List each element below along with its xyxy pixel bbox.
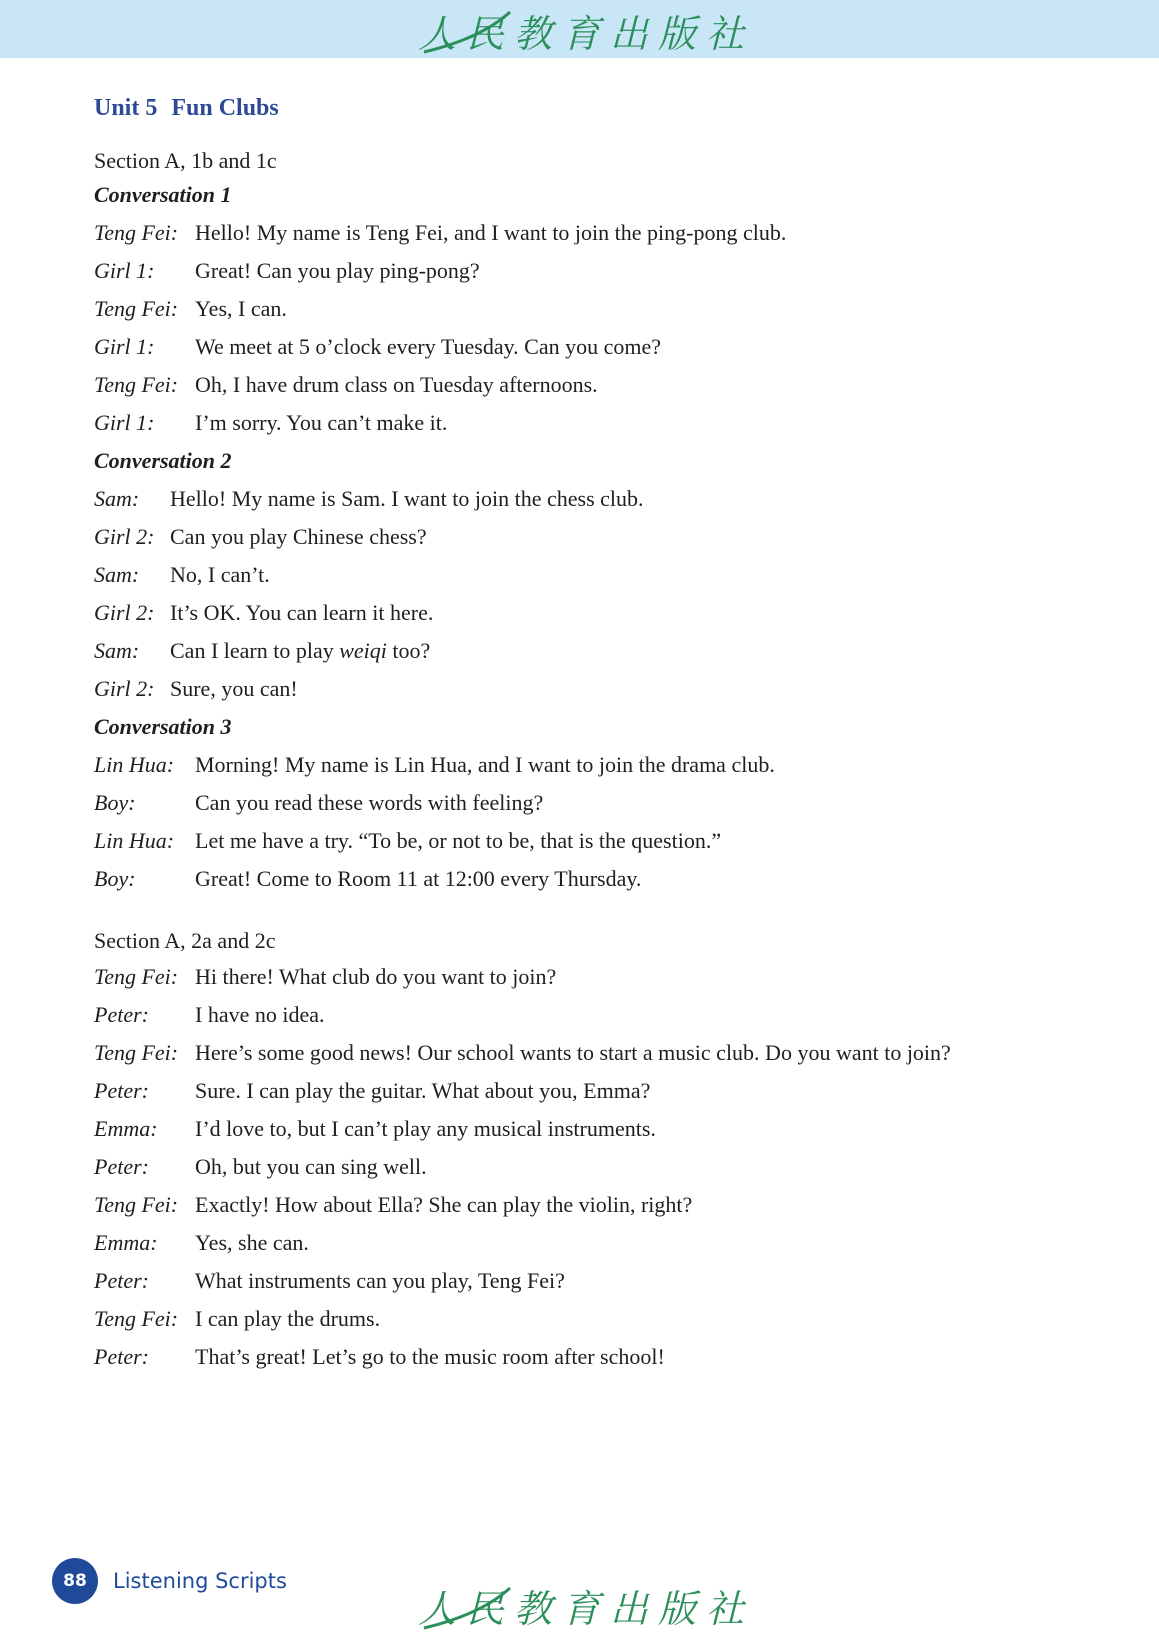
speaker-name: Teng Fei:: [94, 220, 179, 245]
line-text: Yes, I can.: [195, 296, 287, 321]
speaker-name: Girl 1:: [94, 258, 155, 283]
line-text: [170, 632, 1054, 670]
speaker-name: Boy:: [94, 866, 136, 891]
speaker-name: Emma:: [94, 1230, 158, 1255]
speaker-name: Peter:: [94, 1078, 149, 1103]
line-text: I’d love to, but I can’t play any musical instruments.: [195, 1116, 656, 1141]
dialogue-line: [94, 594, 1054, 632]
unit-name: Fun Clubs: [171, 95, 279, 121]
line-text: Can you read these words with feeling?: [195, 790, 544, 815]
speaker-name: Girl 1:: [94, 334, 155, 359]
speaker-name: Peter:: [94, 1002, 149, 1027]
dialogue-line: [94, 1186, 1054, 1224]
line-text: Hi there! What club do you want to join?: [195, 964, 557, 989]
unit-number: Unit 5: [94, 95, 158, 121]
line-text: Exactly! How about Ella? She can play the violin, right?: [195, 1192, 693, 1217]
dialogue-line: [94, 996, 1054, 1034]
line-text: I can play the drums.: [195, 1306, 381, 1331]
dialogue-line: [94, 1110, 1054, 1148]
line-text: Morning! My name is Lin Hua, and I want to join the drama club.: [195, 752, 775, 777]
line-text-part: too?: [386, 638, 431, 663]
section-title: Section A, 1b and 1c: [94, 148, 277, 173]
line-text: Here’s some good news! Our school wants to start a music club. Do you want to join?: [195, 1040, 951, 1065]
dialogue-line: [94, 556, 1054, 594]
publisher-logo-bottom: [418, 1576, 754, 1634]
conversation-3: [94, 708, 1054, 898]
publisher-logo-text: 人民教育出版社: [418, 11, 755, 56]
dialogue-line: [94, 1148, 1054, 1186]
conversation-1: [94, 176, 1054, 442]
line-text: Hello! My name is Teng Fei, and I want to join the ping-pong club.: [195, 220, 787, 245]
dialogue-line: [94, 822, 1054, 860]
dialogue-line: [94, 252, 1054, 290]
dialogue-line: [94, 328, 1054, 366]
dialogue-line: [94, 632, 1054, 670]
line-text: It’s OK. You can learn it here.: [170, 600, 434, 625]
line-text: What instruments can you play, Teng Fei?: [195, 1268, 565, 1293]
dialogue-line: [94, 1338, 1054, 1376]
line-text: Great! Come to Room 11 at 12:00 every Thursday.: [195, 866, 642, 891]
dialogue-line: [94, 366, 1054, 404]
dialogue-line: [94, 1262, 1054, 1300]
unit-title: [94, 88, 279, 128]
line-text: Let me have a try. “To be, or not to be, that is the question.”: [195, 828, 722, 853]
speaker-name: Girl 2:: [94, 524, 155, 549]
line-text: Yes, she can.: [195, 1230, 309, 1255]
dialogue-line: [94, 746, 1054, 784]
line-text: That’s great! Let’s go to the music room after school!: [195, 1344, 665, 1369]
speaker-name: Teng Fei:: [94, 296, 179, 321]
section-title: Section A, 2a and 2c: [94, 928, 276, 953]
conversation-heading: Conversation 1: [94, 182, 232, 207]
line-text: Hello! My name is Sam. I want to join the chess club.: [170, 486, 644, 511]
line-text: Oh, I have drum class on Tuesday afternoons.: [195, 372, 598, 397]
speaker-name: Boy:: [94, 790, 136, 815]
dialogue-line: [94, 404, 1054, 442]
publisher-logo-top: [418, 2, 754, 58]
speaker-name: Teng Fei:: [94, 964, 179, 989]
dialogue-line: [94, 290, 1054, 328]
line-text: Can you play Chinese chess?: [170, 524, 427, 549]
line-text: We meet at 5 o’clock every Tuesday. Can you come?: [195, 334, 661, 359]
page-number-badge: 88: [52, 1558, 98, 1604]
line-text: Great! Can you play ping-pong?: [195, 258, 480, 283]
dialogue-line: [94, 1072, 1054, 1110]
speaker-name: Teng Fei:: [94, 1040, 179, 1065]
line-text: Oh, but you can sing well.: [195, 1154, 427, 1179]
speaker-name: Teng Fei:: [94, 1192, 179, 1217]
dialogue-line: [94, 1224, 1054, 1262]
speaker-name: Sam:: [94, 562, 140, 587]
dialogue-line: [94, 860, 1054, 898]
speaker-name: Teng Fei:: [94, 372, 179, 397]
speaker-name: Peter:: [94, 1344, 149, 1369]
speaker-name: Girl 2:: [94, 600, 155, 625]
line-text: Sure, you can!: [170, 676, 298, 701]
footer-label: Listening Scripts: [113, 1569, 287, 1593]
conversation-heading: Conversation 3: [94, 714, 232, 739]
dialogue-line: [94, 518, 1054, 556]
dialogue-line: [94, 1034, 1054, 1072]
dialogue-line: [94, 958, 1054, 996]
line-text: I’m sorry. You can’t make it.: [195, 410, 448, 435]
dialogue-line: [94, 1300, 1054, 1338]
line-text: Sure. I can play the guitar. What about you, Emma?: [195, 1078, 651, 1103]
line-text: I have no idea.: [195, 1002, 325, 1027]
speaker-name: Sam:: [94, 638, 140, 663]
conversation-heading: Conversation 2: [94, 448, 232, 473]
line-text-italic: weiqi: [339, 638, 387, 663]
speaker-name: Emma:: [94, 1116, 158, 1141]
dialogue-line: [94, 480, 1054, 518]
section-2a-dialogue: [94, 958, 1054, 1376]
speaker-name: Peter:: [94, 1268, 149, 1293]
speaker-name: Girl 1:: [94, 410, 155, 435]
dialogue-line: [94, 670, 1054, 708]
speaker-name: Lin Hua:: [94, 828, 175, 853]
line-text: No, I can’t.: [170, 562, 270, 587]
dialogue-line: [94, 214, 1054, 252]
speaker-name: Lin Hua:: [94, 752, 175, 777]
speaker-name: Peter:: [94, 1154, 149, 1179]
speaker-name: Girl 2:: [94, 676, 155, 701]
speaker-name: Teng Fei:: [94, 1306, 179, 1331]
dialogue-line: [94, 784, 1054, 822]
conversation-2: [94, 442, 1054, 708]
line-text-part: Can I learn to play: [170, 638, 340, 663]
publisher-logo-text: 人民教育出版社: [418, 1586, 755, 1631]
speaker-name: Sam:: [94, 486, 140, 511]
